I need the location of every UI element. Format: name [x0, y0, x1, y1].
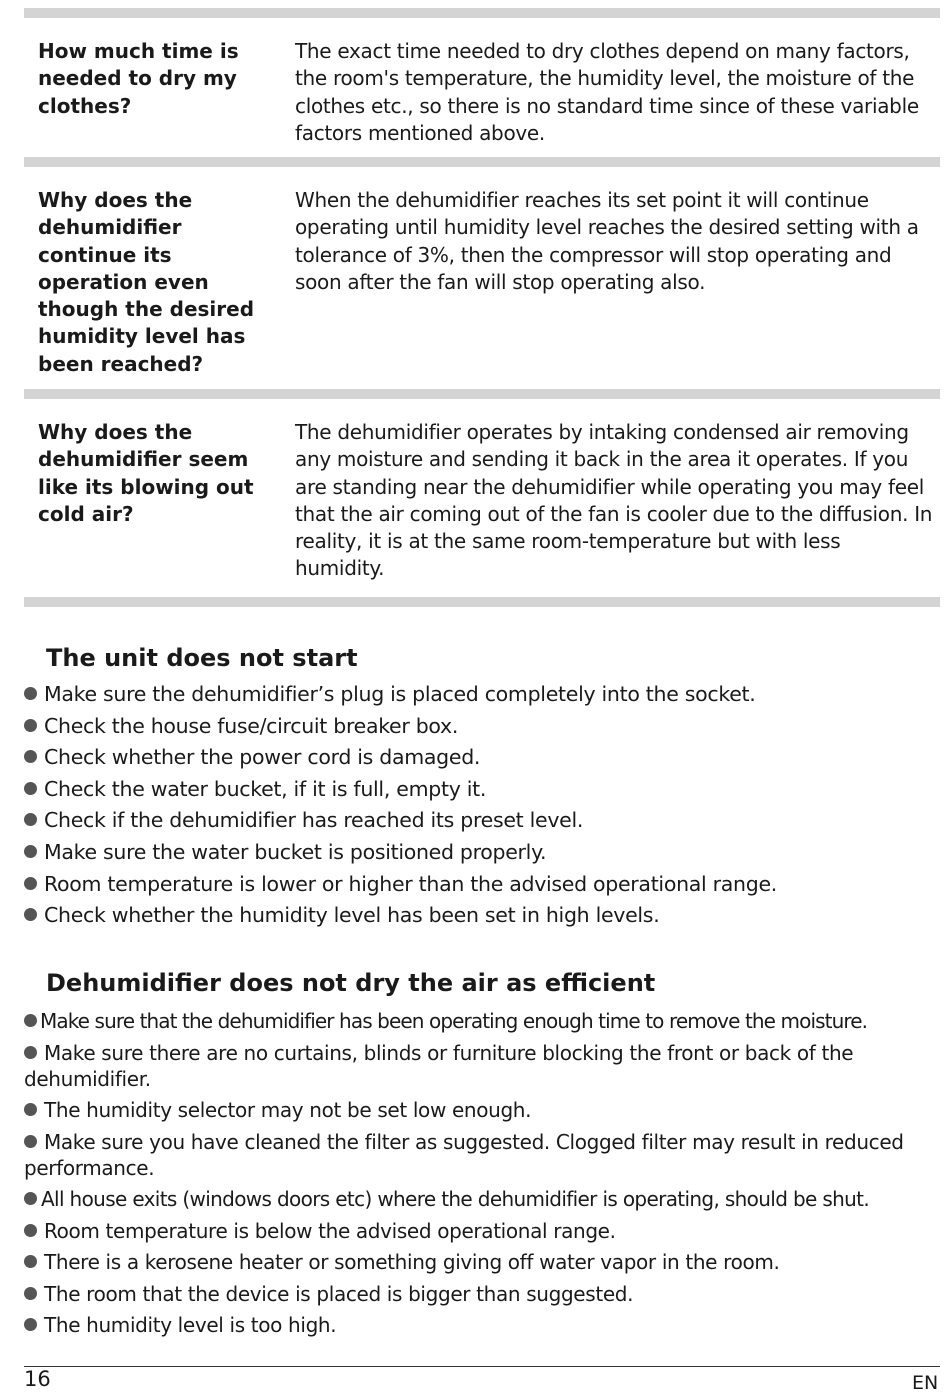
- list-item: Make sure that the dehumidifier has been operating enough time to remove the moisture.: [24, 1008, 940, 1034]
- faq-answer: The exact time needed to dry clothes depend on many factors, the room's temperature, the humidity level, the moisture of the clothes etc., so there is no standard time since of these variable factors mentioned above.: [295, 39, 919, 145]
- list-item: Make sure you have cleaned the filter as suggested. Clogged filter may result in reduced performance.: [24, 1129, 904, 1180]
- list-item: Make sure there are no curtains, blinds or furniture blocking the front or back of the dehumidifier.: [24, 1040, 854, 1091]
- list-item: All house exits (windows doors etc) where the dehumidifier is operating, should be shut.: [24, 1186, 940, 1212]
- bullet-icon: [24, 908, 37, 921]
- bullet-icon: [24, 719, 37, 732]
- bullet-icon: [24, 782, 37, 795]
- checklist-does-not-dry-air: [24, 1008, 940, 1344]
- list-item: Check the house fuse/circuit breaker box.: [24, 711, 940, 743]
- faq-question: Why does the dehumidifier seem like its blowing out cold air?: [38, 420, 254, 526]
- list-item: Room temperature is below the advised operational range.: [24, 1218, 940, 1244]
- bullet-icon: [24, 1014, 37, 1027]
- list-item: Check whether the power cord is damaged.: [24, 742, 940, 774]
- faq-divider: [24, 157, 940, 167]
- bullet-icon: [24, 1287, 37, 1300]
- faq-answer: The dehumidifier operates by intaking condensed air removing any moisture and sending it back in the area it operates. If you are standing near the dehumidifier while operating you may feel that the air coming out of the fan is cooler due to the diffusion. In reality, it is at the same room-temperature but with less humidity.: [295, 420, 933, 581]
- list-item: Make sure the dehumidifier’s plug is placed completely into the socket.: [24, 679, 940, 711]
- bullet-icon: [24, 877, 37, 890]
- bullet-icon: [24, 845, 37, 858]
- bullet-icon: [24, 687, 37, 700]
- bullet-icon: [24, 1103, 37, 1116]
- bullet-icon: [24, 1135, 37, 1148]
- page-number: 16: [24, 1367, 51, 1391]
- faq-divider: [24, 389, 940, 399]
- list-item: The room that the device is placed is bigger than suggested.: [24, 1281, 940, 1307]
- bullet-icon: [24, 750, 37, 763]
- list-item: Check the water bucket, if it is full, empty it.: [24, 774, 940, 806]
- bullet-icon: [24, 1255, 37, 1268]
- faq-table: [24, 8, 940, 607]
- list-item: Check whether the humidity level has been set in high levels.: [24, 900, 940, 932]
- list-item: Check if the dehumidifier has reached its preset level.: [24, 805, 940, 837]
- faq-question: How much time is needed to dry my clothes?: [38, 39, 239, 118]
- list-item: Make sure the water bucket is positioned properly.: [24, 837, 940, 869]
- bullet-icon: [24, 1318, 37, 1331]
- bullet-icon: [24, 1224, 37, 1237]
- list-item: The humidity level is too high.: [24, 1312, 940, 1338]
- bullet-icon: [24, 1046, 37, 1059]
- section-title-does-not-dry-air: Dehumidifier does not dry the air as efficient: [46, 969, 656, 997]
- bullet-icon: [24, 1192, 37, 1205]
- language-code: EN: [912, 1372, 939, 1394]
- checklist-unit-does-not-start: [24, 679, 940, 932]
- faq-answer: When the dehumidifier reaches its set point it will continue operating until humidity level reaches the desired setting with a tolerance of 3%, then the compressor will stop operating and soon after the fan will stop operating also.: [295, 188, 919, 294]
- faq-row: [24, 399, 940, 597]
- bullet-icon: [24, 813, 37, 826]
- faq-row: [24, 18, 940, 157]
- list-item: Room temperature is lower or higher than the advised operational range.: [24, 869, 940, 901]
- list-item: The humidity selector may not be set low enough.: [24, 1097, 940, 1123]
- faq-row: [24, 167, 940, 389]
- faq-question: Why does the dehumidifier continue its operation even though the desired humidity level has been reached?: [38, 188, 255, 376]
- faq-divider: [24, 597, 940, 607]
- list-item: There is a kerosene heater or something giving off water vapor in the room.: [24, 1249, 940, 1275]
- footer-divider: [24, 1366, 940, 1367]
- faq-divider: [24, 8, 940, 18]
- section-title-unit-does-not-start: The unit does not start: [46, 644, 358, 672]
